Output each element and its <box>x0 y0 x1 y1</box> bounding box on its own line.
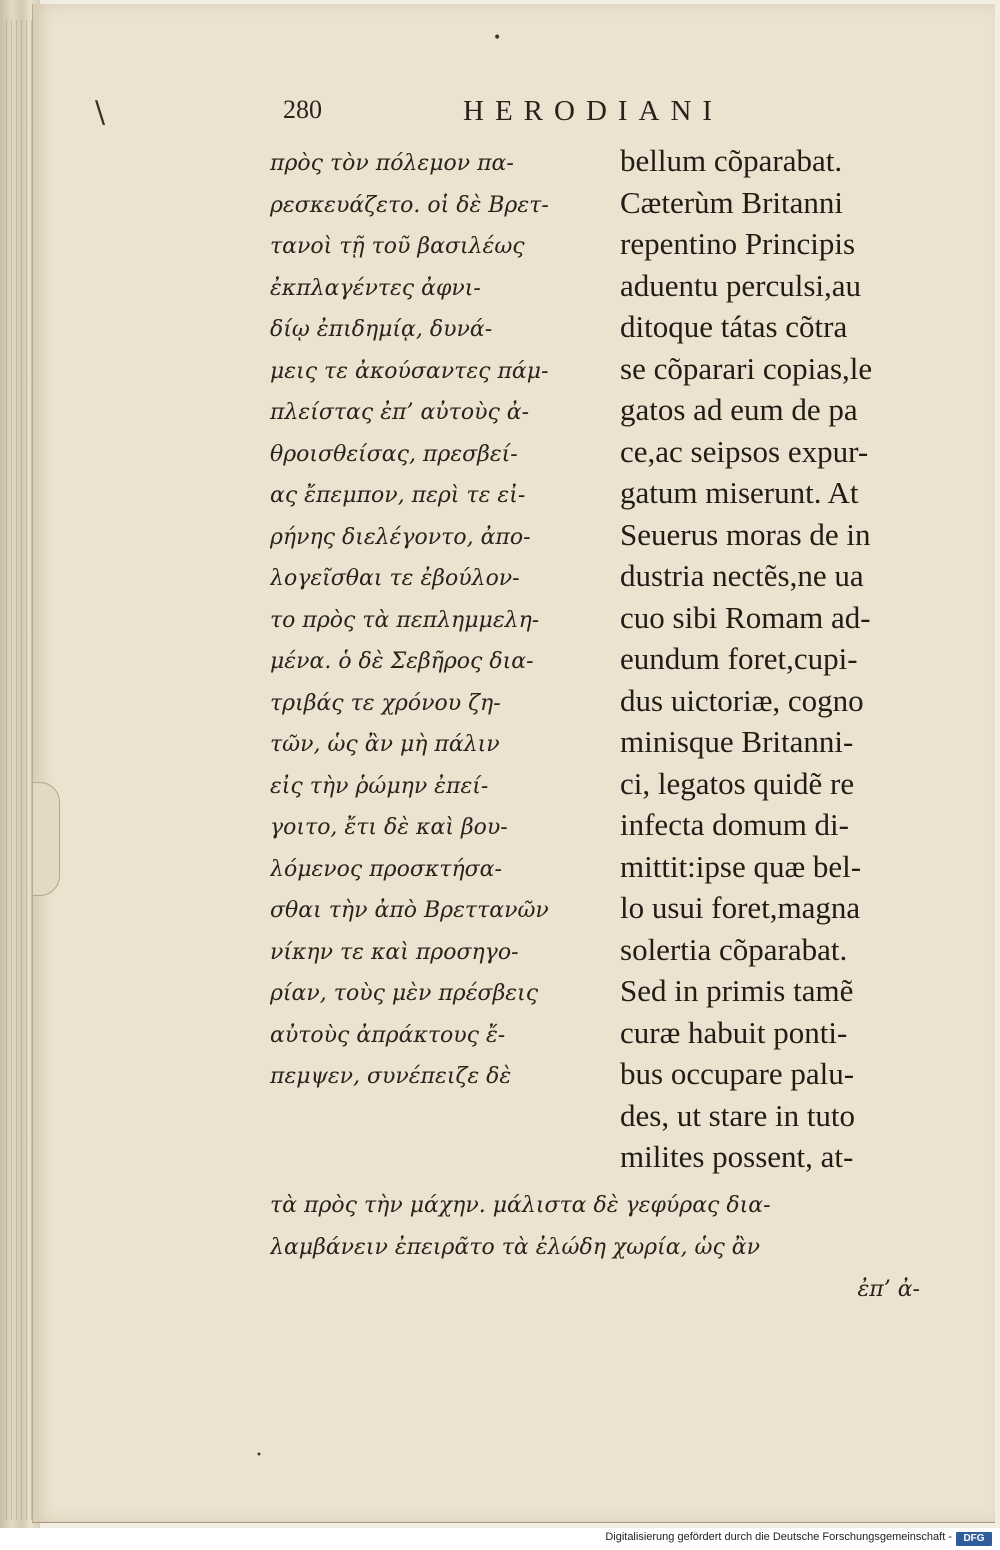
latin-line: Seuerus moras de in <box>620 516 871 552</box>
greek-full-line: λαμβάνειν ἐπειρᾶτο τὰ ἐλώδη χωρία, ὡς ἂν <box>270 1235 761 1260</box>
greek-full-line: τὰ πρὸς τὴν μάχην. μάλιστα δὲ γεφύρας δια- <box>270 1193 771 1218</box>
greek-line: ἐκπλαγέντες ἀφνι- <box>270 275 481 301</box>
latin-line: eundum foret,cupi- <box>620 641 858 676</box>
greek-line: πρὸς τὸν πόλεμον πα- <box>270 151 514 176</box>
latin-line: Cæterùm Britanni <box>620 184 844 220</box>
greek-line: ρίαν, τοὺς μὲν πρέσβεις <box>270 981 539 1006</box>
latin-line: milites possent, at- <box>620 1139 854 1174</box>
running-head <box>283 95 983 135</box>
greek-line: σθαι τὴν ἀπὸ Βρεττανῶν <box>270 898 549 923</box>
greek-line: θροισθείσας, πρεσβεί- <box>270 441 518 467</box>
latin-line: mittit:ipse quæ bel- <box>620 848 862 884</box>
greek-line: τῶν, ὡς ἂν μὴ πάλιν <box>270 732 500 757</box>
greek-line: δίῳ ἐπιδημίᾳ, δυνά- <box>270 317 493 342</box>
footer-credit: Digitalisierung gefördert durch die Deutsche Forschungsgemeinschaft - <box>605 1531 952 1543</box>
latin-line: ditoque tátas cõtra <box>620 309 848 344</box>
latin-line: curæ habuit ponti- <box>620 1014 848 1050</box>
latin-line: gatum miserunt. At <box>620 475 859 510</box>
catchword: ἐπ’ ἀ- <box>857 1277 920 1302</box>
latin-line: Sed in primis tamẽ <box>620 973 854 1008</box>
greek-line: ρεσκευάζετο. οἱ δὲ Βρετ- <box>270 192 549 218</box>
greek-line: τανοὶ τῇ τοῦ βασιλέως <box>270 234 525 259</box>
greek-line: μεις τε ἀκούσαντες πάμ- <box>270 358 549 384</box>
latin-line: aduentu perculsi,au <box>620 267 862 303</box>
latin-line: repentino Principis <box>620 226 856 261</box>
latin-line: dustria nectẽs,ne ua <box>620 558 864 593</box>
greek-line: νίκην τε καὶ προσηγο- <box>270 939 519 965</box>
latin-line: infecta domum di- <box>620 807 849 842</box>
greek-line: μένα. ὁ δὲ Σεβῆρος δια- <box>270 649 534 674</box>
greek-line: λογεῖσθαι τε ἐβούλον- <box>270 566 520 591</box>
greek-text-column <box>270 143 610 1098</box>
latin-line: minisque Britanni- <box>620 724 854 759</box>
full-width-greek <box>270 1185 950 1311</box>
greek-line: τριβάς τε χρόνου ζη- <box>270 690 501 716</box>
latin-line: solertia cõparabat. <box>620 931 848 967</box>
ink-dot-bottom: • <box>256 1450 262 1461</box>
greek-line: ρήνης διελέγοντο, ἀπο- <box>270 524 531 550</box>
latin-line: gatos ad eum de pa <box>620 392 858 427</box>
dfg-logo-icon: DFG <box>956 1532 992 1546</box>
latin-line: cuo sibi Romam ad- <box>620 599 871 635</box>
greek-line: το πρὸς τὰ πεπλημμελη- <box>270 607 540 633</box>
latin-line: ci, legatos quidẽ re <box>620 765 855 801</box>
page-tab <box>33 782 60 896</box>
greek-line: γοιτο, ἔτι δὲ καὶ βου- <box>270 815 508 840</box>
ink-dot: • <box>493 30 502 46</box>
latin-line: bus occupare palu- <box>620 1056 855 1091</box>
greek-line: ας ἔπεμπον, περὶ τε εἰ- <box>270 483 526 508</box>
latin-line: des, ut stare in tuto <box>620 1097 856 1133</box>
page-number: 280 <box>283 95 322 124</box>
digitization-footer <box>0 1528 1000 1550</box>
greek-line: πεμψεν, συνέπειζε δὲ <box>270 1064 512 1089</box>
greek-line: εἰς τὴν ῥώμην ἐπεί- <box>270 773 489 799</box>
latin-text-column <box>620 140 950 1178</box>
latin-line: lo usui foret,magna <box>620 890 861 925</box>
latin-line: se cõparari copias,le <box>620 350 873 386</box>
greek-line: αὐτοὺς ἀπράκτους ἔ- <box>270 1022 506 1048</box>
page-edge-lines <box>6 20 34 1520</box>
latin-line: dus uictoriæ, cogno <box>620 682 864 718</box>
running-title: HERODIANI <box>463 95 724 127</box>
latin-line: ce,ac seipsos expur- <box>620 433 869 469</box>
greek-line: λόμενος προσκτήσα- <box>270 856 502 882</box>
greek-line: πλείστας ἐπ’ αὐτοὺς ἀ- <box>270 400 530 425</box>
latin-line: bellum cõparabat. <box>620 143 843 178</box>
ink-mark: \ <box>95 95 106 130</box>
